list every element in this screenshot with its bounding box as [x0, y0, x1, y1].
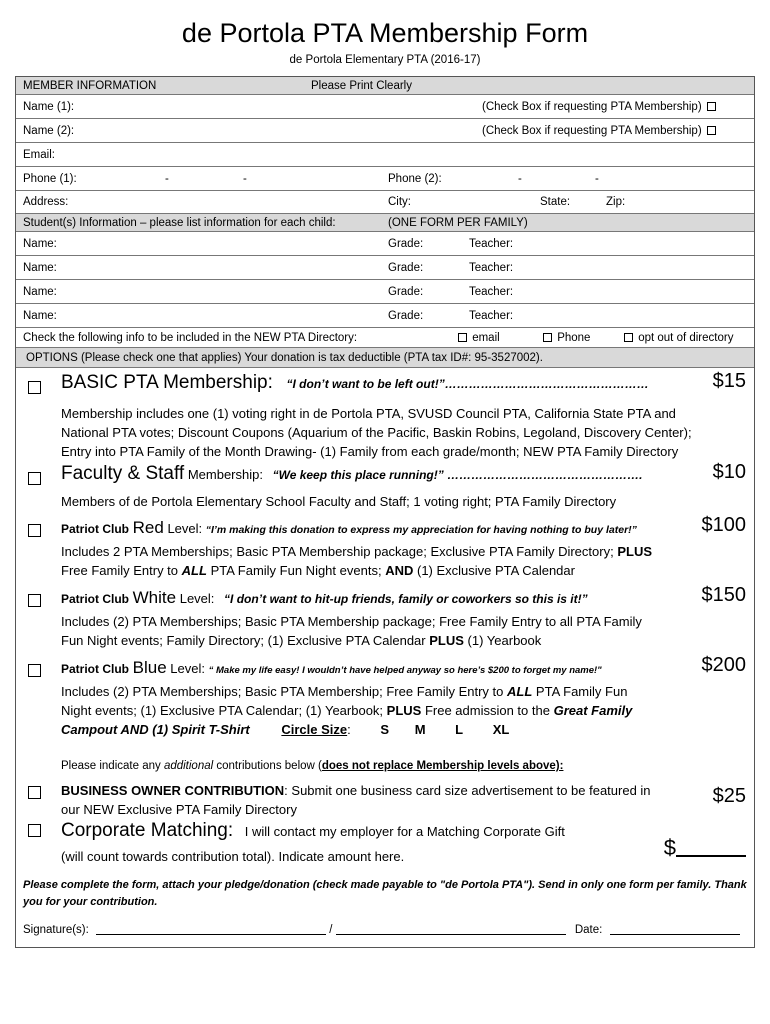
directory-optout-checkbox[interactable]: [624, 333, 633, 342]
name2-membership-request[interactable]: [482, 125, 718, 137]
additional-intro-d: does not replace Membership levels above):: [321, 760, 564, 772]
additional-intro-c: contributions below (: [216, 760, 322, 772]
blue-desc1-line: [61, 682, 627, 702]
basic-desc3: Entry into PTA Family of the Month Drawing- (1) Family from each grade/month; NEW PTA Family Directory: [61, 444, 679, 459]
corporate-desc2: (will count towards contribution total). Indicate amount here.: [61, 849, 405, 864]
student-grade-label: Grade:: [388, 261, 424, 274]
name1-label: Name (1):: [23, 100, 75, 113]
directory-optout-label: opt out of directory: [638, 331, 734, 344]
blue-desc2-line: [61, 701, 632, 721]
size-option-m[interactable]: M: [414, 722, 426, 737]
circle-size-label: Circle Size: [281, 722, 348, 737]
blue-desc2-c: Free admission to the: [424, 703, 550, 718]
signature-field-2[interactable]: [336, 924, 566, 935]
white-color: White: [132, 588, 177, 607]
blue-desc3-b: Spirit T-Shirt: [171, 722, 250, 737]
additional-intro-b: additional: [163, 760, 214, 772]
blue-desc2-b: PLUS: [386, 703, 422, 718]
directory-phone-label: Phone: [557, 331, 591, 344]
form-title: de Portola PTA Membership Form: [181, 18, 589, 48]
red-desc1: Includes 2 PTA Memberships; Basic PTA Membership package; Exclusive PTA Family Directory;: [61, 544, 614, 559]
faculty-price: $10: [712, 461, 746, 483]
additional-intro-a: Please indicate any: [61, 760, 161, 772]
red-desc1-bold: PLUS: [617, 544, 652, 559]
student-grade-label: Grade:: [388, 237, 424, 250]
basic-desc1: Membership includes one (1) voting right in de Portola PTA, SVUSD Council PTA, California State PTA and: [61, 406, 676, 421]
corporate-checkbox[interactable]: [28, 824, 41, 837]
basic-title-line: [61, 373, 649, 395]
name2-request-label: (Check Box if requesting PTA Membership): [482, 124, 702, 137]
white-checkbox[interactable]: [28, 594, 41, 607]
red-suffix: Level:: [167, 521, 203, 536]
date-label: Date:: [574, 924, 603, 936]
directory-row: [16, 328, 754, 348]
address-row[interactable]: [16, 191, 754, 213]
blue-desc3-a: Campout AND (1): [61, 722, 169, 737]
student-name-label: Name:: [23, 237, 57, 250]
options-header-text: OPTIONS (Please check one that applies) Your donation is tax deductible (PTA tax ID#: 95-3527002).: [26, 351, 543, 364]
option-corporate[interactable]: [16, 821, 754, 871]
faculty-desc1: Members of de Portola Elementary School Faculty and Staff; 1 voting right; PTA Family Directory: [61, 494, 617, 509]
business-line1: [61, 781, 651, 801]
city-label: City:: [388, 196, 411, 208]
red-desc2-line: [61, 561, 575, 581]
red-checkbox[interactable]: [28, 524, 41, 537]
option-blue[interactable]: [16, 654, 754, 744]
option-white[interactable]: [16, 584, 754, 654]
student-grade-label: Grade:: [388, 285, 424, 298]
blue-prefix: Patriot Club: [61, 662, 129, 676]
option-red[interactable]: [16, 514, 754, 584]
red-desc2-e: (1) Exclusive PTA Calendar: [416, 563, 575, 578]
student-teacher-label: Teacher:: [469, 285, 514, 298]
white-desc2-a: Fun Night events; Family Directory; (1) Exclusive PTA Calendar: [61, 633, 426, 648]
student-row[interactable]: [16, 304, 754, 328]
student-info-header: [16, 213, 754, 232]
option-faculty[interactable]: [16, 461, 754, 514]
directory-email-checkbox[interactable]: [458, 333, 467, 342]
business-price: $25: [712, 785, 746, 807]
signature-label: Signature(s):: [23, 924, 89, 936]
faculty-checkbox[interactable]: [28, 472, 41, 485]
white-suffix: Level:: [179, 591, 215, 606]
corporate-amount-line[interactable]: [676, 837, 746, 857]
white-tagline: “I don’t want to hit-up friends, family or coworkers so this is it!”: [224, 592, 588, 606]
basic-price: $15: [712, 370, 746, 392]
blue-tagline: “ Make my life easy! I wouldn’t have helped anyway so here’s $200 to forget my name!": [208, 665, 602, 676]
basic-tagline: “I don’t want to be left out!”……………………………………………: [286, 377, 649, 391]
red-tagline: “I’m making this donation to express my appreciation for having nothing to buy later!”: [205, 524, 637, 536]
red-desc2-a: Free Family Entry to: [61, 563, 179, 578]
signature-line[interactable]: [23, 924, 740, 936]
phone2-label: Phone (2):: [388, 172, 442, 185]
red-desc2-d: AND: [385, 563, 414, 578]
blue-checkbox[interactable]: [28, 664, 41, 677]
student-row[interactable]: [16, 232, 754, 256]
red-desc2-b: ALL: [181, 563, 207, 578]
state-label: State:: [540, 196, 571, 208]
date-field[interactable]: [610, 924, 740, 935]
directory-phone-checkbox[interactable]: [543, 333, 552, 342]
student-row[interactable]: [16, 280, 754, 304]
options-header: [16, 348, 754, 368]
name2-row[interactable]: [16, 119, 754, 143]
zip-label: Zip:: [606, 196, 626, 208]
phone1-dash-1: -: [165, 172, 169, 185]
directory-optout-option[interactable]: [622, 332, 733, 344]
faculty-title-suffix: Membership:: [187, 467, 263, 482]
basic-desc2: National PTA votes; Discount Coupons (Aquarium of the Pacific, Baskin Robins, Legoland, Discovery Center);: [61, 425, 692, 440]
email-row[interactable]: [16, 143, 754, 167]
blue-suffix: Level:: [170, 661, 205, 676]
student-name-label: Name:: [23, 309, 57, 322]
blue-price: $200: [701, 654, 746, 676]
additional-intro: [16, 757, 754, 777]
red-color: Red: [132, 518, 164, 537]
white-prefix: Patriot Club: [61, 592, 129, 606]
basic-title: BASIC PTA Membership:: [61, 372, 273, 393]
student-teacher-label: Teacher:: [469, 309, 514, 322]
size-option-l[interactable]: L: [455, 722, 464, 737]
red-title-line: [61, 518, 637, 541]
white-price: $150: [701, 584, 746, 606]
name2-label: Name (2):: [23, 124, 75, 137]
footer-note: Please complete the form, attach your pledge/donation (check made payable to "de Portola PTA"). Send in only one form per family. Thank you for your contribution.: [23, 879, 747, 908]
blue-desc1-a: Includes (2) PTA Memberships; Basic PTA Membership; Free Family Entry to: [61, 684, 504, 699]
directory-email-label: email: [472, 331, 500, 344]
business-desc2: our NEW Exclusive PTA Family Directory: [61, 802, 297, 817]
student-name-label: Name:: [23, 261, 57, 274]
red-desc2-c: PTA Family Fun Night events;: [210, 563, 382, 578]
option-basic[interactable]: [16, 370, 754, 463]
red-price: $100: [701, 514, 746, 536]
business-title: BUSINESS OWNER CONTRIBUTION: [61, 783, 285, 798]
signature-slash: /: [329, 924, 333, 936]
blue-desc2-d: Great Family: [553, 703, 633, 718]
blue-desc1-c: PTA Family Fun: [535, 684, 628, 699]
student-row[interactable]: [16, 256, 754, 280]
directory-label: Check the following info to be included in the NEW PTA Directory:: [23, 331, 358, 344]
student-info-label: Student(s) Information – please list information for each child:: [23, 216, 336, 229]
blue-desc1-b: ALL: [507, 684, 533, 699]
student-name-label: Name:: [23, 285, 57, 298]
blue-color: Blue: [132, 658, 167, 677]
size-option-xl[interactable]: XL: [492, 722, 510, 737]
phone-row[interactable]: [16, 167, 754, 191]
corporate-desc1: I will contact my employer for a Matching Corporate Gift: [244, 824, 565, 839]
print-clearly-note: Please Print Clearly: [311, 79, 412, 92]
white-title-line: [61, 588, 588, 610]
directory-phone-option[interactable]: [541, 332, 590, 344]
phone1-dash-2: -: [243, 172, 247, 185]
one-form-note: (ONE FORM PER FAMILY): [388, 216, 528, 229]
form-frame: [15, 76, 755, 948]
white-desc2-line: [61, 631, 541, 651]
form-subtitle: de Portola Elementary PTA (2016-17): [289, 54, 481, 66]
circle-size-colon: :: [347, 722, 351, 737]
student-teacher-label: Teacher:: [469, 237, 514, 250]
business-checkbox[interactable]: [28, 786, 41, 799]
white-desc2-c: (1) Yearbook: [467, 633, 542, 648]
name1-request-label: (Check Box if requesting PTA Membership): [482, 100, 702, 113]
corporate-dollar: $: [663, 835, 676, 860]
student-grade-label: Grade:: [388, 309, 424, 322]
blue-desc2-a: Night events; (1) Exclusive PTA Calendar; (1) Yearbook;: [61, 703, 384, 718]
student-teacher-label: Teacher:: [469, 261, 514, 274]
phone2-dash-2: -: [595, 172, 599, 185]
address-label: Address:: [23, 196, 69, 208]
signature-field-1[interactable]: [96, 924, 326, 935]
phone2-dash-1: -: [518, 172, 522, 185]
directory-email-option[interactable]: [456, 332, 500, 344]
member-info-label: MEMBER INFORMATION: [23, 79, 157, 92]
size-option-s[interactable]: S: [380, 722, 390, 737]
faculty-title-line: [61, 464, 642, 486]
member-info-header: [16, 77, 754, 95]
business-desc1: : Submit one business card size advertisement to be featured in: [284, 783, 651, 798]
white-desc2-b: PLUS: [429, 633, 464, 648]
blue-desc3-line: [61, 720, 509, 740]
corporate-title: Corporate Matching:: [61, 820, 234, 841]
name1-row[interactable]: [16, 95, 754, 119]
blue-title-line: [61, 658, 602, 681]
name2-membership-checkbox[interactable]: [707, 126, 716, 135]
additional-intro-line: [61, 757, 563, 777]
red-prefix: Patriot Club: [61, 522, 129, 536]
option-business[interactable]: [16, 781, 754, 821]
phone1-label: Phone (1):: [23, 172, 77, 185]
faculty-title: Faculty & Staff: [61, 463, 185, 484]
faculty-tagline: “We keep this place running!” ………………………………………….: [272, 468, 643, 482]
corporate-line1: [61, 821, 565, 842]
red-desc1-line: [61, 542, 652, 562]
email-label: Email:: [23, 148, 55, 161]
name1-membership-checkbox[interactable]: [707, 102, 716, 111]
white-desc1: Includes (2) PTA Memberships; Basic PTA Membership package; Free Family Entry to all PTA Family: [61, 614, 642, 629]
basic-checkbox[interactable]: [28, 381, 41, 394]
corporate-amount[interactable]: [664, 837, 746, 858]
name1-membership-request[interactable]: [482, 101, 718, 113]
